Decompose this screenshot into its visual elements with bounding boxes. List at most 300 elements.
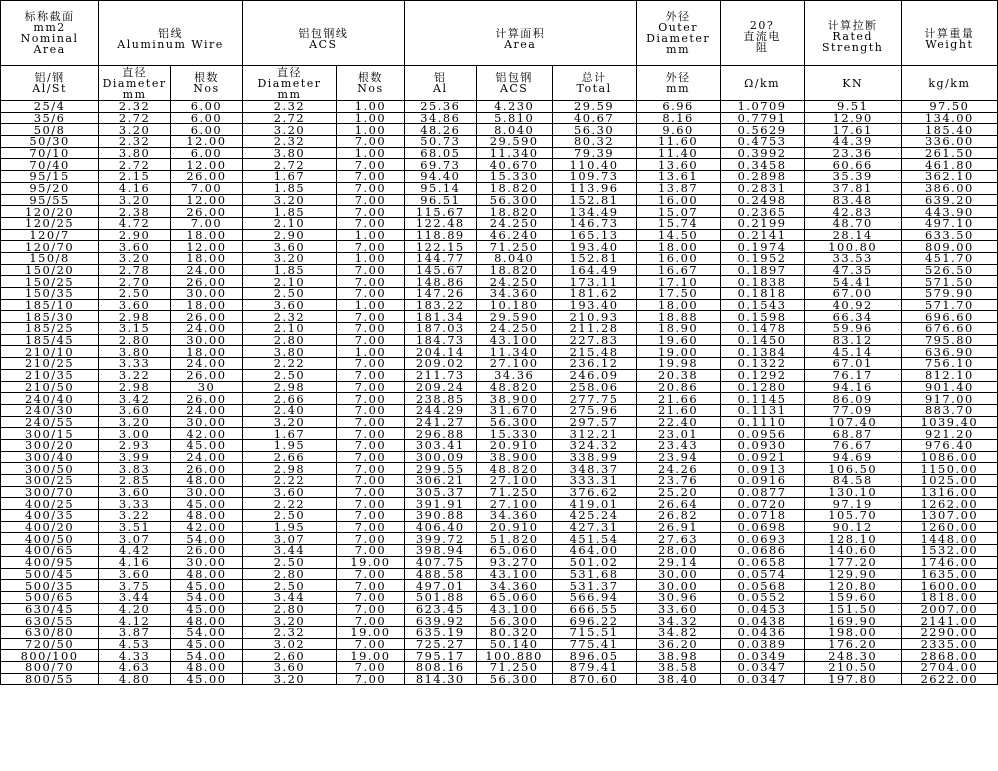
conductor-code-cell: 400/65 [1, 545, 99, 557]
acs-diameter-cell: 2.72 [242, 159, 336, 171]
al-count-cell: 24.00 [171, 451, 243, 463]
dc-resistance-cell: 0.1838 [720, 276, 804, 288]
dc-resistance-cell: 0.0436 [720, 626, 804, 638]
acs-diameter-cell: 2.50 [242, 510, 336, 522]
area-al-cell: 204.14 [404, 346, 476, 358]
rated-strength-cell: 35.39 [804, 171, 901, 183]
area-acs-cell: 56.300 [476, 194, 552, 206]
rated-strength-cell: 129.90 [804, 568, 901, 580]
area-total-cell: 246.09 [552, 369, 636, 381]
conductor-code-cell: 50/8 [1, 124, 99, 136]
outer-diameter-cell: 26.82 [636, 510, 720, 522]
rated-strength-cell: 47.35 [804, 264, 901, 276]
conductor-code-cell: 800/100 [1, 650, 99, 662]
al-count-cell: 48.00 [171, 615, 243, 627]
outer-diameter-cell: 28.00 [636, 545, 720, 557]
dc-resistance-cell: 0.0347 [720, 673, 804, 685]
area-acs-cell: 71.250 [476, 486, 552, 498]
header-text: mm [666, 43, 691, 56]
area-total-cell: 193.40 [552, 299, 636, 311]
table-row [1, 381, 998, 393]
table-row [1, 323, 998, 335]
table-row [1, 252, 998, 264]
rated-strength-cell: 177.20 [804, 556, 901, 568]
al-diameter-cell: 2.32 [99, 136, 171, 148]
outer-diameter-cell: 14.50 [636, 229, 720, 241]
acs-diameter-cell: 2.98 [242, 463, 336, 475]
rated-strength-cell: 210.50 [804, 662, 901, 674]
acs-count-cell: 1.00 [337, 229, 405, 241]
table-row [1, 650, 998, 662]
subheader-text: 根数 [357, 71, 383, 84]
outer-diameter-cell: 16.67 [636, 264, 720, 276]
area-al-cell: 639.92 [404, 615, 476, 627]
area-total-cell: 79.39 [552, 147, 636, 159]
al-count-cell: 26.00 [171, 206, 243, 218]
area-total-cell: 258.06 [552, 381, 636, 393]
acs-diameter-cell: 2.72 [242, 112, 336, 124]
area-al-cell: 725.27 [404, 638, 476, 650]
al-count-cell: 18.00 [171, 252, 243, 264]
weight-cell: 1316.00 [901, 486, 997, 498]
dc-resistance-cell: 0.2831 [720, 182, 804, 194]
conductor-code-cell: 185/25 [1, 323, 99, 335]
table-row [1, 486, 998, 498]
area-total-cell: 324.32 [552, 439, 636, 451]
al-diameter-cell: 3.60 [99, 486, 171, 498]
weight-cell: 636.90 [901, 346, 997, 358]
rated-strength-cell: 130.10 [804, 486, 901, 498]
al-diameter-cell: 4.33 [99, 650, 171, 662]
area-acs-cell: 34.360 [476, 510, 552, 522]
dc-resistance-cell: 0.1450 [720, 334, 804, 346]
dc-resistance-cell: 0.2199 [720, 217, 804, 229]
area-acs-cell: 93.270 [476, 556, 552, 568]
rated-strength-cell: 140.60 [804, 545, 901, 557]
conductor-code-cell: 500/65 [1, 591, 99, 603]
al-count-cell: 54.00 [171, 626, 243, 638]
al-diameter-cell: 3.20 [99, 252, 171, 264]
outer-diameter-cell: 36.20 [636, 638, 720, 650]
area-acs-cell: 24.250 [476, 276, 552, 288]
conductor-code-cell: 210/35 [1, 369, 99, 381]
al-count-cell: 30.00 [171, 416, 243, 428]
al-count-cell: 42.00 [171, 428, 243, 440]
header-acs [242, 1, 404, 66]
rated-strength-cell: 105.70 [804, 510, 901, 522]
al-diameter-cell: 3.44 [99, 591, 171, 603]
subheader-text: 直径 [122, 65, 148, 79]
subheader-text: Nos [357, 82, 384, 95]
table-row [1, 194, 998, 206]
al-diameter-cell: 3.60 [99, 299, 171, 311]
subheader-acs-diameter [242, 66, 336, 101]
dc-resistance-cell: 0.0956 [720, 428, 804, 440]
al-diameter-cell: 3.33 [99, 358, 171, 370]
header-text: 直流电 [743, 29, 781, 43]
al-diameter-cell: 2.70 [99, 276, 171, 288]
area-al-cell: 306.21 [404, 475, 476, 487]
acs-diameter-cell: 2.10 [242, 323, 336, 335]
conductor-code-cell: 240/40 [1, 393, 99, 405]
area-acs-cell: 15.330 [476, 428, 552, 440]
table-row [1, 346, 998, 358]
conductor-code-cell: 95/15 [1, 171, 99, 183]
acs-count-cell: 1.00 [337, 299, 405, 311]
al-diameter-cell: 2.93 [99, 439, 171, 451]
subheader-text: Ω/km [744, 76, 781, 90]
rated-strength-cell: 9.51 [804, 101, 901, 113]
dc-resistance-cell: 0.3992 [720, 147, 804, 159]
area-al-cell: 795.17 [404, 650, 476, 662]
acs-diameter-cell: 3.60 [242, 299, 336, 311]
area-total-cell: 775.41 [552, 638, 636, 650]
dc-resistance-cell: 0.0568 [720, 580, 804, 592]
area-acs-cell: 34.360 [476, 288, 552, 300]
al-diameter-cell: 4.12 [99, 615, 171, 627]
acs-diameter-cell: 3.20 [242, 194, 336, 206]
area-acs-cell: 56.300 [476, 673, 552, 685]
acs-diameter-cell: 3.20 [242, 252, 336, 264]
dc-resistance-cell: 0.1478 [720, 323, 804, 335]
area-acs-cell: 5.810 [476, 112, 552, 124]
conductor-code-cell: 95/20 [1, 182, 99, 194]
al-diameter-cell: 2.72 [99, 159, 171, 171]
area-al-cell: 501.88 [404, 591, 476, 603]
table-row [1, 568, 998, 580]
dc-resistance-cell: 0.2365 [720, 206, 804, 218]
acs-count-cell: 7.00 [337, 323, 405, 335]
weight-cell: 497.10 [901, 217, 997, 229]
acs-diameter-cell: 2.60 [242, 650, 336, 662]
conductor-code-cell: 150/25 [1, 276, 99, 288]
area-total-cell: 56.30 [552, 124, 636, 136]
header-row-sub [1, 66, 998, 101]
conductor-code-cell: 800/55 [1, 673, 99, 685]
acs-diameter-cell: 3.02 [242, 638, 336, 650]
area-acs-cell: 48.820 [476, 463, 552, 475]
al-diameter-cell: 4.53 [99, 638, 171, 650]
outer-diameter-cell: 18.00 [636, 299, 720, 311]
area-al-cell: 209.02 [404, 358, 476, 370]
header-row-main [1, 1, 998, 66]
area-total-cell: 210.93 [552, 311, 636, 323]
header-text: Strength [821, 40, 884, 54]
area-al-cell: 406.40 [404, 521, 476, 533]
area-al-cell: 299.55 [404, 463, 476, 475]
weight-cell: 1818.00 [901, 591, 997, 603]
table-row [1, 662, 998, 674]
area-total-cell: 173.11 [552, 276, 636, 288]
table-row [1, 556, 998, 568]
area-acs-cell: 46.240 [476, 229, 552, 241]
weight-cell: 579.90 [901, 288, 997, 300]
outer-diameter-cell: 15.74 [636, 217, 720, 229]
acs-diameter-cell: 2.32 [242, 136, 336, 148]
area-al-cell: 122.15 [404, 241, 476, 253]
acs-diameter-cell: 3.80 [242, 346, 336, 358]
weight-cell: 1260.00 [901, 521, 997, 533]
weight-cell: 1086.00 [901, 451, 997, 463]
outer-diameter-cell: 17.10 [636, 276, 720, 288]
acs-count-cell: 1.00 [337, 252, 405, 264]
header-dc-resistance [720, 1, 804, 66]
al-count-cell: 48.00 [171, 568, 243, 580]
area-al-cell: 94.40 [404, 171, 476, 183]
al-diameter-cell: 3.51 [99, 521, 171, 533]
conductor-code-cell: 500/45 [1, 568, 99, 580]
dc-resistance-cell: 0.2141 [720, 229, 804, 241]
area-acs-cell: 24.250 [476, 217, 552, 229]
outer-diameter-cell: 18.00 [636, 241, 720, 253]
area-al-cell: 211.73 [404, 369, 476, 381]
outer-diameter-cell: 25.20 [636, 486, 720, 498]
conductor-code-cell: 185/45 [1, 334, 99, 346]
subheader-acs-nos [337, 66, 405, 101]
subheader-text: kg/km [928, 76, 971, 90]
dc-resistance-cell: 0.0686 [720, 545, 804, 557]
table-row [1, 136, 998, 148]
dc-resistance-cell: 0.4753 [720, 136, 804, 148]
conductor-code-cell: 400/35 [1, 510, 99, 522]
acs-count-cell: 7.00 [337, 521, 405, 533]
weight-cell: 1025.00 [901, 475, 997, 487]
area-total-cell: 236.12 [552, 358, 636, 370]
rated-strength-cell: 151.50 [804, 603, 901, 615]
dc-resistance-cell: 0.0574 [720, 568, 804, 580]
acs-diameter-cell: 2.80 [242, 603, 336, 615]
area-acs-cell: 71.250 [476, 241, 552, 253]
table-row [1, 615, 998, 627]
conductor-code-cell: 300/15 [1, 428, 99, 440]
area-total-cell: 181.62 [552, 288, 636, 300]
area-al-cell: 623.45 [404, 603, 476, 615]
conductor-code-cell: 95/55 [1, 194, 99, 206]
dc-resistance-cell: 0.0693 [720, 533, 804, 545]
outer-diameter-cell: 19.60 [636, 334, 720, 346]
area-total-cell: 333.31 [552, 475, 636, 487]
area-total-cell: 80.32 [552, 136, 636, 148]
conductor-code-cell: 300/20 [1, 439, 99, 451]
header-text: 计算重量 [924, 26, 975, 40]
dc-resistance-cell: 0.0658 [720, 556, 804, 568]
table-row [1, 498, 998, 510]
al-count-cell: 24.00 [171, 358, 243, 370]
area-acs-cell: 80.320 [476, 626, 552, 638]
subheader-ohm-km [720, 66, 804, 101]
dc-resistance-cell: 0.0877 [720, 486, 804, 498]
weight-cell: 976.40 [901, 439, 997, 451]
rated-strength-cell: 76.17 [804, 369, 901, 381]
area-total-cell: 696.22 [552, 615, 636, 627]
area-acs-cell: 27.100 [476, 475, 552, 487]
al-count-cell: 30.00 [171, 556, 243, 568]
al-diameter-cell: 3.99 [99, 451, 171, 463]
acs-count-cell: 7.00 [337, 171, 405, 183]
acs-count-cell: 7.00 [337, 662, 405, 674]
al-diameter-cell: 3.60 [99, 404, 171, 416]
al-count-cell: 6.00 [171, 147, 243, 159]
conductor-code-cell: 300/70 [1, 486, 99, 498]
table-row [1, 451, 998, 463]
dc-resistance-cell: 0.0349 [720, 650, 804, 662]
rated-strength-cell: 94.69 [804, 451, 901, 463]
acs-diameter-cell: 3.20 [242, 416, 336, 428]
rated-strength-cell: 100.80 [804, 241, 901, 253]
subheader-kg-km [901, 66, 997, 101]
al-count-cell: 24.00 [171, 323, 243, 335]
area-total-cell: 501.02 [552, 556, 636, 568]
area-total-cell: 312.21 [552, 428, 636, 440]
area-al-cell: 147.26 [404, 288, 476, 300]
acs-diameter-cell: 2.50 [242, 580, 336, 592]
area-al-cell: 184.73 [404, 334, 476, 346]
rated-strength-cell: 106.50 [804, 463, 901, 475]
outer-diameter-cell: 18.88 [636, 311, 720, 323]
conductor-code-cell: 300/40 [1, 451, 99, 463]
header-aluminum-wire [99, 1, 243, 66]
outer-diameter-cell: 21.60 [636, 404, 720, 416]
al-count-cell: 54.00 [171, 650, 243, 662]
dc-resistance-cell: 0.1952 [720, 252, 804, 264]
header-text: 外径 [665, 10, 691, 23]
outer-diameter-cell: 26.64 [636, 498, 720, 510]
conductor-code-cell: 630/80 [1, 626, 99, 638]
outer-diameter-cell: 13.60 [636, 159, 720, 171]
acs-diameter-cell: 1.67 [242, 171, 336, 183]
outer-diameter-cell: 23.01 [636, 428, 720, 440]
area-al-cell: 238.85 [404, 393, 476, 405]
al-diameter-cell: 3.00 [99, 428, 171, 440]
acs-diameter-cell: 2.66 [242, 451, 336, 463]
rated-strength-cell: 44.39 [804, 136, 901, 148]
rated-strength-cell: 48.70 [804, 217, 901, 229]
acs-count-cell: 7.00 [337, 311, 405, 323]
al-diameter-cell: 2.72 [99, 112, 171, 124]
weight-cell: 676.60 [901, 323, 997, 335]
rated-strength-cell: 86.09 [804, 393, 901, 405]
table-row [1, 124, 998, 136]
outer-diameter-cell: 23.94 [636, 451, 720, 463]
area-al-cell: 118.89 [404, 229, 476, 241]
header-area [404, 1, 636, 66]
area-al-cell: 300.09 [404, 451, 476, 463]
subheader-text: KN [842, 76, 864, 90]
weight-cell: 639.20 [901, 194, 997, 206]
area-total-cell: 109.73 [552, 171, 636, 183]
header-text: 铝线 [158, 26, 184, 40]
acs-count-cell: 7.00 [337, 358, 405, 370]
conductor-code-cell: 120/70 [1, 241, 99, 253]
area-total-cell: 715.51 [552, 626, 636, 638]
area-acs-cell: 56.300 [476, 416, 552, 428]
conductor-code-cell: 300/25 [1, 475, 99, 487]
acs-count-cell: 7.00 [337, 603, 405, 615]
acs-diameter-cell: 3.80 [242, 147, 336, 159]
al-diameter-cell: 4.16 [99, 556, 171, 568]
al-diameter-cell: 2.50 [99, 288, 171, 300]
subheader-text: 总计 [581, 71, 607, 84]
al-count-cell: 30.00 [171, 288, 243, 300]
conductor-code-cell: 720/50 [1, 638, 99, 650]
acs-count-cell: 7.00 [337, 393, 405, 405]
conductor-code-cell: 300/50 [1, 463, 99, 475]
table-row [1, 299, 998, 311]
weight-cell: 812.10 [901, 369, 997, 381]
al-count-cell: 45.00 [171, 673, 243, 685]
table-row [1, 404, 998, 416]
outer-diameter-cell: 8.16 [636, 112, 720, 124]
area-total-cell: 146.73 [552, 217, 636, 229]
acs-count-cell: 7.00 [337, 264, 405, 276]
area-al-cell: 122.48 [404, 217, 476, 229]
subheader-al-nos [171, 66, 243, 101]
area-acs-cell: 40.670 [476, 159, 552, 171]
dc-resistance-cell: 0.1322 [720, 358, 804, 370]
acs-diameter-cell: 2.66 [242, 393, 336, 405]
acs-count-cell: 7.00 [337, 206, 405, 218]
weight-cell: 883.70 [901, 404, 997, 416]
header-text: mm2 [33, 21, 66, 34]
acs-diameter-cell: 2.50 [242, 288, 336, 300]
acs-diameter-cell: 1.85 [242, 182, 336, 194]
acs-diameter-cell: 2.10 [242, 276, 336, 288]
rated-strength-cell: 54.41 [804, 276, 901, 288]
area-acs-cell: 8.040 [476, 252, 552, 264]
al-diameter-cell: 4.16 [99, 182, 171, 194]
weight-cell: 795.80 [901, 334, 997, 346]
dc-resistance-cell: 0.0438 [720, 615, 804, 627]
conductor-code-cell: 120/25 [1, 217, 99, 229]
header-text: Rated [832, 29, 873, 43]
area-al-cell: 241.27 [404, 416, 476, 428]
area-total-cell: 896.05 [552, 650, 636, 662]
weight-cell: 451.70 [901, 252, 997, 264]
weight-cell: 2007.00 [901, 603, 997, 615]
area-total-cell: 297.57 [552, 416, 636, 428]
table-row [1, 101, 998, 113]
acs-count-cell: 7.00 [337, 136, 405, 148]
area-al-cell: 34.86 [404, 112, 476, 124]
acs-diameter-cell: 2.90 [242, 229, 336, 241]
area-total-cell: 531.68 [552, 568, 636, 580]
conductor-code-cell: 120/20 [1, 206, 99, 218]
al-count-cell: 30.00 [171, 486, 243, 498]
outer-diameter-cell: 13.61 [636, 171, 720, 183]
rated-strength-cell: 67.01 [804, 358, 901, 370]
weight-cell: 526.50 [901, 264, 997, 276]
subheader-text: Diameter [257, 76, 322, 90]
al-count-cell: 26.00 [171, 171, 243, 183]
conductor-code-cell: 400/20 [1, 521, 99, 533]
table-row [1, 580, 998, 592]
rated-strength-cell: 40.92 [804, 299, 901, 311]
conductor-code-cell: 400/25 [1, 498, 99, 510]
conductor-code-cell: 70/10 [1, 147, 99, 159]
table-row [1, 334, 998, 346]
area-al-cell: 48.26 [404, 124, 476, 136]
outer-diameter-cell: 11.60 [636, 136, 720, 148]
table-row [1, 182, 998, 194]
area-total-cell: 165.13 [552, 229, 636, 241]
conductor-code-cell: 240/55 [1, 416, 99, 428]
acs-count-cell: 1.00 [337, 101, 405, 113]
table-row [1, 276, 998, 288]
area-total-cell: 531.37 [552, 580, 636, 592]
outer-diameter-cell: 38.58 [636, 662, 720, 674]
al-diameter-cell: 3.83 [99, 463, 171, 475]
area-acs-cell: 34.360 [476, 580, 552, 592]
